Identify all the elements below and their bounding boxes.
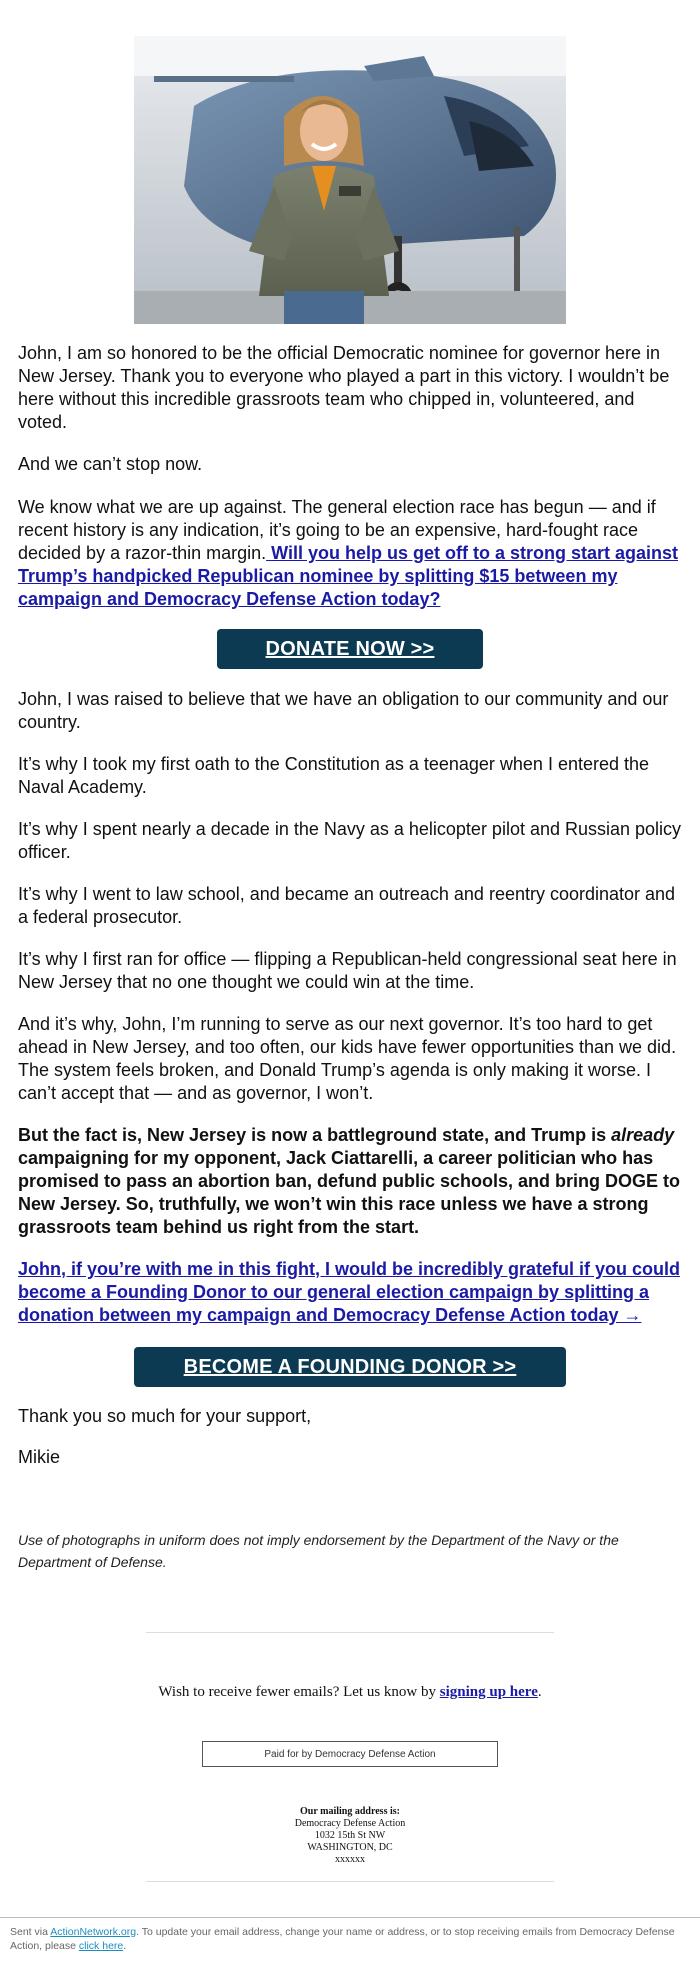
naval-academy-paragraph: It’s why I took my first oath to the Constitution as a teenager when I entered the Naval Academy. — [18, 754, 650, 797]
battleground-emphasis: already — [611, 1125, 675, 1145]
mailing-line-1: Democracy Defense Action — [294, 1818, 406, 1829]
mailing-line-4: xxxxxx — [335, 1854, 365, 1865]
actionnetwork-link[interactable]: ActionNetwork.org — [50, 1926, 137, 1938]
mailing-address — [0, 1806, 700, 1866]
navy-paragraph: It’s why I spent nearly a decade in the Navy as a helicopter pilot and Russian policy officer. — [18, 819, 682, 862]
law-school-paragraph: It’s why I went to law school, and became an outreach and reentry coordinator and a federal prosecutor. — [18, 884, 676, 927]
footer-divider — [0, 1917, 700, 1918]
uniform-disclaimer: Use of photographs in uniform does not imply endorsement by the Department of the Navy or the Department of Defense. — [18, 1532, 619, 1570]
sent-suffix: . — [123, 1940, 127, 1952]
divider-top — [146, 1632, 554, 1633]
first-run-paragraph: It’s why I first ran for office — flipping a Republican-held congressional seat here in New Jersey that no one thought we could win at the time. — [18, 949, 677, 992]
intro-paragraph: John, I am so honored to be the official Democratic nominee for governor here in New Jersey. Thank you to everyone who played a part in this victory. I wouldn’t be here without this incredible grassroots team who chipped in, volunteered, and voted. — [18, 343, 670, 432]
sent-middle: . To update your email address, change your name or address, or to stop receiving emails from Democracy Defense Action, please — [10, 1926, 675, 1952]
race-paragraph — [18, 496, 682, 611]
founding-donor-link[interactable]: John, if you’re with me in this fight, I would be incredibly grateful if you could become a Founding Donor to our general election campaign by splitting a donation between my campaign and Democracy Defense Action today → — [18, 1259, 681, 1325]
battleground-text-a: But the fact is, New Jersey is now a battleground state, and Trump is — [18, 1125, 612, 1145]
race-paragraph-text: We know what we are up against. The general election race has begun — and if recent history is any indication, it’s going to be an expensive, hard-fought race decided by a razor-thin margin. — [18, 497, 656, 563]
mailing-line-3: WASHINGTON, DC — [307, 1842, 393, 1853]
paid-for-box: Paid for by Democracy Defense Action — [202, 1741, 498, 1767]
sent-prefix: Sent via — [10, 1926, 51, 1938]
battleground-paragraph — [18, 1124, 682, 1239]
hero-photo-illustration — [134, 36, 566, 324]
split-15-donation-link[interactable]: Will you help us get off to a strong start against Trump’s handpicked Republican nominee by splitting $15 between my campaign and Democracy Defense Action today? — [18, 543, 678, 609]
unsubscribe-click-here-link[interactable]: click here — [78, 1940, 124, 1952]
cant-stop-paragraph: And we can’t stop now. — [18, 454, 203, 474]
fewer-emails-notice — [0, 1684, 700, 1701]
signing-up-here-link[interactable]: signing up here — [439, 1684, 538, 1700]
divider-bottom — [146, 1881, 554, 1882]
governor-paragraph: And it’s why, John, I’m running to serve as our next governor. It’s too hard to get ahead in New Jersey, and too often, our kids have fewer opportunities than we did. The system feels broken, and Donald Trump’s agenda is only making it worse. I can’t accept that — and as governor, I won’t. — [18, 1014, 677, 1103]
sent-via-footer — [10, 1925, 680, 1953]
hero-photo — [134, 36, 566, 324]
battleground-text-b: campaigning for my opponent, Jack Ciattarelli, a career politician who has promised to pass an abortion ban, defund public schools, and bring DOGE to New Jersey. So, truthfully, we won’t win this race unless we have a strong grassroots team behind us right from the start. — [18, 1148, 681, 1237]
signature: Mikie — [18, 1447, 61, 1467]
obligation-paragraph: John, I was raised to believe that we have an obligation to our community and our country. — [18, 689, 669, 732]
mailing-label: Our mailing address is: — [300, 1806, 400, 1817]
donate-now-button[interactable]: DONATE NOW >> — [217, 629, 483, 669]
closing-line: Thank you so much for your support, — [18, 1406, 312, 1426]
fewer-emails-prefix: Wish to receive fewer emails? Let us know by — [158, 1684, 440, 1700]
founding-donor-paragraph — [18, 1258, 682, 1327]
fewer-emails-suffix: . — [537, 1684, 542, 1700]
mailing-line-2: 1032 15th St NW — [314, 1830, 386, 1841]
become-founding-donor-button[interactable]: BECOME A FOUNDING DONOR >> — [134, 1347, 566, 1387]
